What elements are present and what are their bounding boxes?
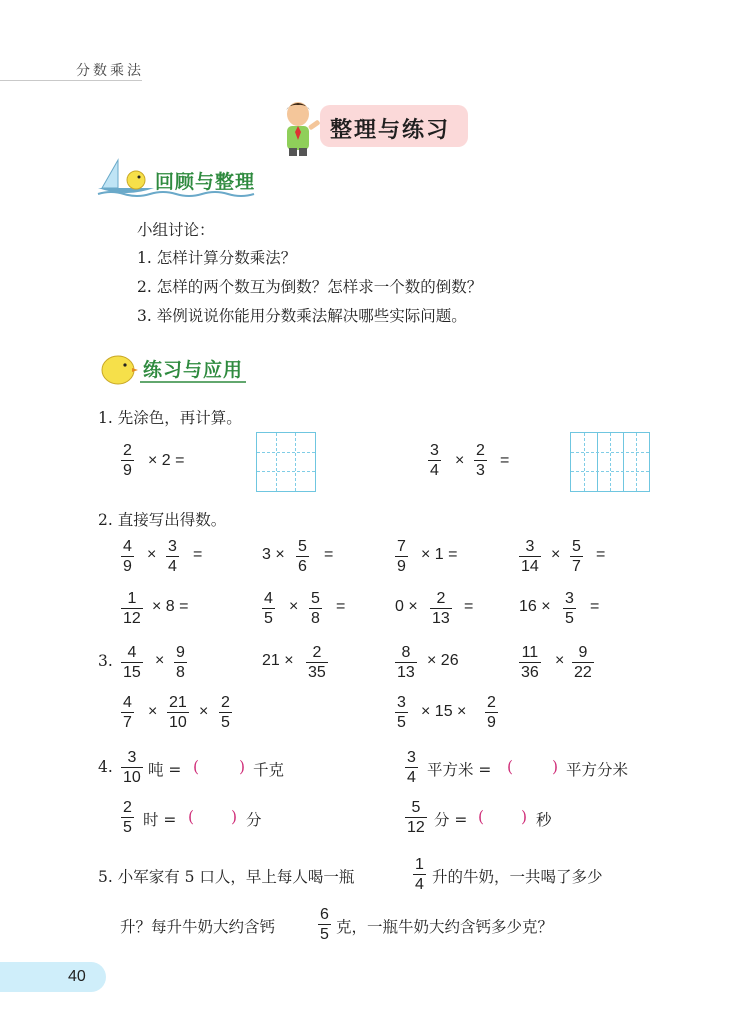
denominator: 12: [407, 819, 425, 836]
q5-line2-start: 升？每升牛奶大约含钙: [120, 918, 276, 936]
denominator: 6: [298, 558, 307, 575]
denominator: 22: [574, 664, 592, 681]
denominator: 12: [123, 610, 141, 627]
operator: 16 ×: [519, 598, 551, 615]
fraction: [485, 693, 498, 732]
fraction: [413, 855, 426, 894]
coloring-grid-b[interactable]: [570, 432, 650, 492]
numerator: 2: [221, 694, 230, 711]
numerator: 6: [320, 906, 329, 923]
numerator: 4: [123, 538, 132, 555]
denominator: 3: [476, 462, 485, 479]
header-divider: [0, 80, 142, 81]
fraction: [395, 537, 408, 576]
numerator: 7: [397, 538, 406, 555]
numerator: 3: [565, 590, 574, 607]
numerator: 9: [176, 644, 185, 661]
page-number-tab: [0, 962, 106, 992]
operator: =: [500, 452, 510, 469]
fraction: [430, 589, 452, 628]
operator: =: [596, 546, 606, 563]
numerator: 3: [397, 694, 406, 711]
denominator: 5: [264, 610, 273, 627]
numerator: 2: [312, 644, 322, 661]
operator: × 8 =: [152, 598, 189, 615]
operator: ×: [147, 546, 157, 563]
chapter-header: 分数乘法: [76, 63, 144, 79]
operator: =: [590, 598, 600, 615]
operator: ×: [148, 703, 158, 720]
unit-text: 分 =: [434, 811, 468, 829]
fraction: [570, 537, 583, 576]
target-unit: 千克: [253, 761, 285, 779]
operator: ×: [455, 452, 465, 469]
numerator: 3: [407, 749, 416, 766]
fraction: [309, 589, 322, 628]
coloring-grid-a[interactable]: [256, 432, 316, 492]
denominator: 10: [123, 769, 141, 786]
numerator: 3: [127, 749, 137, 766]
denominator: 4: [407, 769, 416, 786]
denominator: 15: [123, 664, 141, 681]
operator: =: [336, 598, 346, 615]
review-heading: 回顾与整理: [155, 171, 256, 193]
q5-line1-end: 升的牛奶，一共喝了多少: [432, 868, 603, 886]
fraction: [428, 441, 441, 480]
fraction: [166, 537, 179, 576]
q1-label: 1. 先涂色，再计算。: [98, 409, 242, 427]
review-intro: 小组讨论：: [137, 221, 215, 239]
fraction: [318, 905, 331, 944]
fraction: [121, 748, 143, 787]
operator: × 15 ×: [421, 703, 467, 720]
numerator: 2: [476, 442, 485, 459]
numerator: 9: [578, 644, 588, 661]
target-unit: 秒: [536, 811, 552, 829]
fraction: [121, 643, 143, 682]
answer-blank-open[interactable]: (: [188, 808, 195, 826]
operator: ×: [555, 652, 565, 669]
fraction: [121, 798, 134, 837]
numerator: 1: [127, 590, 137, 607]
fraction: [519, 537, 541, 576]
denominator: 4: [168, 558, 177, 575]
fraction: [395, 693, 408, 732]
denominator: 5: [123, 819, 132, 836]
denominator: 13: [397, 664, 415, 681]
q3-label: 3.: [98, 652, 113, 670]
denominator: 9: [397, 558, 406, 575]
numerator: 2: [123, 442, 132, 459]
answer-blank-close[interactable]: ): [521, 808, 528, 826]
numerator: 21: [169, 694, 187, 711]
numerator: 4: [127, 644, 137, 661]
fraction: [296, 537, 309, 576]
page-number: 40: [68, 968, 86, 985]
denominator: 5: [565, 610, 574, 627]
practice-heading: 练习与应用: [143, 359, 244, 381]
numerator: 5: [298, 538, 307, 555]
operator: ×: [551, 546, 561, 563]
operator: =: [193, 546, 203, 563]
numerator: 11: [521, 644, 539, 661]
operator: =: [464, 598, 474, 615]
fraction: [474, 441, 487, 480]
review-item-1: 1. 怎样计算分数乘法？: [137, 249, 297, 267]
fraction: [121, 537, 134, 576]
numerator: 4: [264, 590, 273, 607]
review-item-3: 3. 举例说说你能用分数乘法解决哪些实际问题。: [137, 307, 467, 325]
denominator: 9: [123, 558, 132, 575]
fraction: [405, 748, 418, 787]
operator: =: [324, 546, 334, 563]
operator: × 2 =: [148, 452, 185, 469]
numerator: 3: [430, 442, 439, 459]
fraction: [121, 693, 134, 732]
fraction: [174, 643, 187, 682]
q4-label: 4.: [98, 758, 113, 776]
boy-illustration-icon: [278, 98, 324, 158]
answer-blank-open[interactable]: (: [193, 758, 200, 776]
denominator: 7: [123, 714, 132, 731]
numerator: 2: [436, 590, 446, 607]
denominator: 35: [308, 664, 326, 681]
operator: 21 ×: [262, 652, 294, 669]
fraction: [219, 693, 232, 732]
denominator: 5: [221, 714, 230, 731]
denominator: 5: [320, 926, 329, 943]
answer-blank-open[interactable]: (: [478, 808, 485, 826]
operator: ×: [289, 598, 299, 615]
denominator: 14: [521, 558, 539, 575]
operator: × 26: [427, 652, 459, 669]
numerator: 2: [123, 799, 132, 816]
operator: 0 ×: [395, 598, 418, 615]
denominator: 13: [432, 610, 450, 627]
answer-blank-close[interactable]: ): [239, 758, 246, 776]
q5-line2-end: 克，一瓶牛奶大约含钙多少克？: [336, 918, 554, 936]
target-unit: 分: [246, 811, 262, 829]
unit-text: 吨 =: [148, 761, 182, 779]
target-unit: 平方分米: [566, 761, 629, 779]
denominator: 9: [123, 462, 132, 479]
denominator: 8: [311, 610, 320, 627]
numerator: 3: [168, 538, 177, 555]
denominator: 4: [430, 462, 439, 479]
operator: 3 ×: [262, 546, 285, 563]
fraction: [121, 441, 134, 480]
numerator: 4: [123, 694, 132, 711]
denominator: 8: [176, 664, 185, 681]
fraction: [405, 798, 427, 837]
operator: × 1 =: [421, 546, 458, 563]
answer-blank-close[interactable]: ): [552, 758, 559, 776]
fraction: [563, 589, 576, 628]
answer-blank-open[interactable]: (: [507, 758, 514, 776]
q2-label: 2. 直接写出得数。: [98, 511, 227, 529]
denominator: 36: [521, 664, 539, 681]
numerator: 2: [487, 694, 496, 711]
numerator: 5: [411, 799, 421, 816]
numerator: 1: [415, 856, 424, 873]
denominator: 9: [487, 714, 496, 731]
answer-blank-close[interactable]: ): [231, 808, 238, 826]
unit-text: 时 =: [143, 811, 177, 829]
fraction: [572, 643, 594, 682]
fraction: [262, 589, 275, 628]
numerator: 5: [572, 538, 581, 555]
numerator: 8: [401, 644, 411, 661]
page-title: 整理与练习: [330, 118, 451, 143]
review-item-2: 2. 怎样的两个数互为倒数？怎样求一个数的倒数？: [137, 278, 483, 296]
numerator: 3: [525, 538, 535, 555]
operator: ×: [199, 703, 209, 720]
fraction: [306, 643, 328, 682]
denominator: 7: [572, 558, 581, 575]
denominator: 10: [169, 714, 187, 731]
fraction: [121, 589, 143, 628]
fraction: [519, 643, 541, 682]
operator: ×: [155, 652, 165, 669]
fraction: [395, 643, 417, 682]
fraction: [167, 693, 189, 732]
numerator: 5: [311, 590, 320, 607]
denominator: 5: [397, 714, 406, 731]
denominator: 4: [415, 876, 424, 893]
q5-line1-start: 5. 小军家有 5 口人，早上每人喝一瓶: [98, 868, 355, 886]
unit-text: 平方米 =: [427, 761, 492, 779]
